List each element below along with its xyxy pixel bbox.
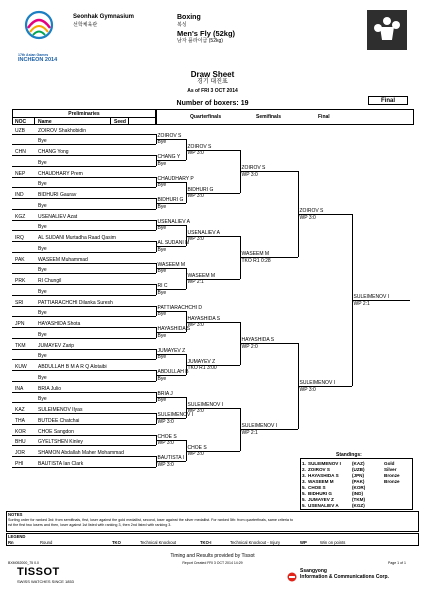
page-title-kr: 경기 대진표 [197, 79, 228, 85]
match-score: Bye [157, 397, 167, 404]
entry-line [12, 220, 156, 221]
entry-line [12, 263, 156, 264]
match-score: Bye [157, 311, 167, 318]
entry-noc: SRI [15, 299, 24, 306]
entry-noc: KGZ [15, 213, 26, 220]
match-score: TKO R1 0:28 [241, 257, 271, 264]
entry-noc: KOR [15, 428, 26, 435]
entry-name: BRIA Julio [38, 385, 62, 392]
logo-text-line1: 17th Asian Games [18, 53, 49, 57]
legend-desc: Technical Knockout [140, 540, 177, 545]
match-score: WP 3:0 [157, 418, 174, 425]
legend-desc: Round [40, 540, 53, 545]
entry-name: USENALIEV Azat [38, 213, 78, 220]
entry-name: Bye [38, 159, 47, 166]
entry-noc: JOR [15, 450, 25, 456]
venue-name-kr: 선학체육관 [73, 22, 98, 28]
qf-header: Quarterfinals [190, 114, 222, 120]
match-winner: BIDHURI G [157, 197, 184, 204]
match-winner: USENALIEV A [187, 229, 221, 236]
entry-line [12, 177, 156, 178]
standings-name: USENALIEV A [308, 503, 339, 508]
standings-noc: (KGZ) [352, 503, 365, 508]
entry-name: Bye [38, 202, 47, 209]
match-winner: CHANG Y [157, 154, 181, 161]
match-winner: ZOIROV S [157, 132, 182, 139]
entry-line [12, 155, 156, 156]
venue-name: Seonhak Gymnasium [73, 14, 135, 20]
entry-name: Bye [38, 245, 47, 252]
sport-name-kr: 복싱 [177, 22, 187, 28]
entry-line [12, 273, 156, 274]
standings-rank: 1. [302, 461, 306, 466]
entry-line [12, 327, 156, 328]
entry-name: BIDHURI Gaurav [38, 192, 77, 198]
standings-medal: Silver [384, 467, 397, 472]
match-winner: HAYASHIDA S [241, 337, 275, 344]
match-score: Bye [157, 160, 167, 167]
match-score: WP 3:0 [157, 440, 174, 447]
entry-line [12, 187, 156, 188]
entry-line [12, 230, 156, 231]
noc-divider [34, 117, 35, 125]
entry-line [12, 381, 156, 382]
prelim-header: Preliminaries [68, 111, 100, 117]
doc-code: BXM052000_75 0.0 [8, 561, 39, 565]
entry-name: Bye [38, 138, 47, 145]
boxer-count: Number of boxers: 19 [176, 100, 249, 107]
standings-rank: 3. [302, 479, 306, 484]
entry-name: WASEEM Muhammad [38, 256, 88, 263]
match-winner: CHOE S [187, 444, 207, 451]
entry-line [12, 359, 156, 360]
entry-line [12, 252, 156, 253]
match-score: WP 3:0 [187, 150, 204, 157]
match-winner: CHAUDHARY P [157, 175, 194, 182]
entry-line [12, 338, 156, 339]
standings-medal: Bronze [384, 479, 400, 484]
entry-line [12, 241, 156, 242]
match-winner: RI C [157, 283, 168, 290]
entry-name: Bye [38, 181, 47, 188]
match-score: WP 3:0 [241, 171, 258, 178]
entry-noc: BHU [15, 439, 26, 446]
match-score: WP 3:0 [299, 386, 316, 393]
standings-medal: Gold [384, 461, 395, 466]
entry-line [12, 445, 156, 446]
match-score: Bye [157, 354, 167, 361]
match-score: WP 3:0 [187, 322, 204, 329]
match-winner: BRIA J [157, 390, 173, 397]
entry-name: BAUTISTA Ian Clark [38, 460, 84, 467]
match-winner: ZOIROV S [187, 143, 212, 150]
legend-box [6, 533, 419, 546]
entry-name: Bye [38, 374, 47, 381]
tissot-logo: TISSOT [17, 566, 60, 578]
entry-name: ABDULLAH B M A R Q Alotaibi [38, 364, 107, 370]
match-winner: HAYASHIDA S [187, 315, 221, 322]
final-header: Final [318, 114, 330, 120]
sf-header: Semifinals [256, 114, 282, 120]
entry-noc: INA [15, 385, 24, 392]
entry-noc: PHI [15, 460, 24, 467]
match-winner: SULEIMENOV I [187, 401, 224, 408]
entry-noc: THA [15, 417, 25, 424]
match-winner: AL SUDANI M [157, 240, 190, 247]
seed-header: Seed [114, 118, 126, 125]
entry-line [12, 209, 156, 210]
entry-name: PATTIARACHCHI Dilanka Suresh [38, 299, 113, 306]
standings-title: Standings: [336, 452, 362, 458]
standings-noc: (PAK) [352, 479, 365, 484]
match-score: Bye [157, 182, 167, 189]
entry-line [12, 198, 156, 199]
entry-name: AL SUDANI Murtadha Raad Qasim [38, 235, 116, 241]
match-score: WP 2:0 [241, 343, 258, 350]
match-score: TKO R1 3:00 [187, 365, 217, 372]
match-score: Bye [157, 268, 167, 275]
match-winner: JUMAYEV Z [157, 347, 186, 354]
match-score: WP 3:0 [187, 193, 204, 200]
entry-name: Bye [38, 353, 47, 360]
entry-noc: JPN [15, 321, 25, 327]
match-winner: WASEEM M [241, 251, 270, 258]
match-score: Bye [157, 289, 167, 296]
page-title: Draw Sheet [190, 70, 235, 79]
sponsor-name: Ssangyong [300, 568, 327, 574]
match-winner: BIDHURI G [187, 186, 214, 193]
logo-text-line2: INCHEON 2014 [18, 57, 58, 63]
standings-noc: (UZB) [352, 467, 365, 472]
standings-name: WASEEM M [308, 479, 334, 484]
entry-line [12, 402, 156, 403]
standings-name: JUMAYEV Z [308, 497, 334, 502]
legend-code: TKO-I [200, 540, 212, 545]
legend-code: WP [300, 540, 307, 545]
standings-rank: 5. [302, 485, 306, 490]
event-name-kr: 남자 플라이급 (52kg) [177, 38, 223, 44]
name-header: Name [38, 118, 52, 125]
entry-noc: UZB [15, 127, 25, 134]
entry-name: BUTDEE Chatchai [38, 417, 80, 424]
entry-noc: IRQ [15, 235, 24, 241]
match-winner: USENALIEV A [157, 218, 191, 225]
standings-rank: 5. [302, 503, 306, 508]
entry-noc: TKM [15, 342, 26, 349]
match-winner: CHOE S [157, 433, 177, 440]
match-winner: JUMAYEV Z [187, 358, 216, 365]
match-winner: BAUTISTA I [157, 455, 185, 462]
standings-name: HAYASHIDA S [308, 473, 339, 478]
entry-line [12, 166, 156, 167]
match-score: Bye [157, 139, 167, 146]
match-winner: WASEEM M [187, 272, 216, 279]
legend-code: TKO [112, 540, 121, 545]
entry-line [12, 392, 156, 393]
standings-noc: (KAZ) [352, 461, 365, 466]
match-score: WP 2:1 [241, 429, 258, 436]
entry-name: ZOIROV Shakhobidin [38, 127, 87, 134]
entry-noc: PRK [15, 278, 26, 284]
match-score: Bye [157, 332, 167, 339]
entry-noc: PAK [15, 256, 25, 263]
entry-name: Bye [38, 310, 47, 317]
seed-divider [110, 117, 111, 125]
notes-line1: Sorting order for ranked 3rd: from semifinals, first, loser against the gold medallist, second, loser against the silver medallist. For ranked 5th: from quarterfinals, same criteria to [8, 518, 294, 522]
entry-noc: IND [15, 192, 24, 198]
entry-line [12, 349, 156, 350]
entry-line [12, 435, 156, 436]
match-score: WP 3:0 [299, 214, 316, 221]
match-score: Bye [157, 225, 167, 232]
sponsor-name-2: Information & Communications Corp. [300, 574, 389, 580]
entry-name: Bye [38, 331, 47, 338]
legend-desc: Win on points [320, 540, 346, 545]
entry-noc: CHN [15, 149, 26, 155]
match-winner: HAYASHIDA S [157, 326, 191, 333]
match-score: WP 2:1 [187, 279, 204, 286]
match-score: WP 3:0 [187, 451, 204, 458]
standings-name: SULEIMENOV I [308, 461, 341, 466]
entry-line [12, 284, 156, 285]
as-of-date: As of FRI 3 OCT 2014 [187, 88, 238, 94]
entry-name: JUMAYEV Zarip [38, 342, 75, 349]
standings-rank: 3. [302, 473, 306, 478]
event-name: Men's Fly (52kg) [177, 29, 236, 38]
entry-noc: KAZ [15, 407, 25, 413]
match-score: WP 3:0 [187, 408, 204, 415]
sport-name: Boxing [177, 14, 201, 21]
entry-name: SULEIMENOV Ilyas [38, 407, 83, 413]
standings-medal: Bronze [384, 473, 400, 478]
match-score: WP 3:0 [187, 236, 204, 243]
match-score: Bye [157, 203, 167, 210]
standings-name: BIDHURI G [308, 491, 332, 496]
entry-name: Bye [38, 396, 47, 403]
legend-code: Rn [8, 540, 14, 545]
entry-line [12, 370, 156, 371]
timing-credit: Timing and Results provided by Tissot [170, 553, 255, 559]
page-number: Page 1 of 1 [388, 561, 406, 565]
standings-name: ZOIROV S [308, 467, 330, 472]
standings-rank: 5. [302, 491, 306, 496]
standings-name: CHOE S [308, 485, 326, 490]
standings-rank: 5. [302, 497, 306, 502]
entry-name: GYELTSHEN Kinley [38, 439, 83, 446]
match-score: Bye [157, 246, 167, 253]
match-winner: ABDULLAH B [157, 369, 189, 376]
games-logo [18, 8, 60, 52]
entry-noc: NEP [15, 170, 26, 177]
match-score: WP 2:1 [353, 300, 370, 307]
entry-name: Bye [38, 288, 47, 295]
entry-line [12, 456, 156, 457]
match-winner: ZOIROV S [299, 208, 324, 215]
match-winner: SULEIMENOV I [241, 423, 278, 430]
legend-desc: Technical Knockout - Injury [230, 540, 281, 545]
entry-name: Bye [38, 224, 47, 231]
standings-noc: (TKM) [352, 497, 366, 502]
entry-line [12, 413, 156, 414]
final-badge: Final [368, 96, 408, 105]
match-winner: WASEEM M [157, 261, 186, 268]
entry-name: CHANG Yong [38, 149, 69, 155]
match-winner: PATTIARACHCHI D [157, 304, 203, 311]
entry-name: CHOE Sangdon [38, 428, 74, 435]
noc-header: NOC [15, 118, 27, 125]
tissot-tagline: SWISS WATCHES SINCE 1853 [17, 579, 74, 584]
entry-name: CHAUDHARY Prem [38, 170, 83, 177]
entry-name: SHAMON Abdallah Maher Mohammad [38, 450, 124, 456]
match-winner: SULEIMENOV I [299, 380, 336, 387]
entry-line [12, 295, 156, 296]
entry-name: HAYASHIDA Shota [38, 321, 81, 327]
standings-rank: 2. [302, 467, 306, 472]
legend-title: LEGEND [8, 534, 26, 539]
entry-line [12, 306, 156, 307]
boxing-pictogram-icon [367, 10, 407, 50]
entry-name: Bye [38, 267, 47, 274]
entry-noc: KUW [15, 364, 27, 370]
entry-line [12, 316, 156, 317]
entry-line [12, 467, 156, 468]
match-winner: SULEIMENOV I [353, 294, 390, 301]
entry-line [12, 424, 156, 425]
match-winner: SULEIMENOV I [157, 412, 194, 419]
sponsor-logo-icon [287, 569, 297, 579]
match-winner: ZOIROV S [241, 165, 266, 172]
standings-noc: (JPN) [352, 473, 364, 478]
entry-name: RI Chungil [38, 278, 62, 284]
seed-right-divider [128, 117, 129, 125]
match-score: WP 3:0 [157, 461, 174, 468]
notes-title: NOTES [8, 512, 23, 517]
standings-noc: (IND) [352, 491, 363, 496]
match-score: Bye [157, 375, 167, 382]
report-created: Report Created FRI 3 OCT 2014 14:29 [182, 561, 243, 565]
entry-line [12, 144, 156, 145]
entry-line [12, 134, 156, 135]
standings-noc: (KOR) [352, 485, 366, 490]
notes-line2: rst the first two losers and then, loser against 1st listed with ranking 3, then 2nd listed with ranking 3. [8, 523, 172, 527]
